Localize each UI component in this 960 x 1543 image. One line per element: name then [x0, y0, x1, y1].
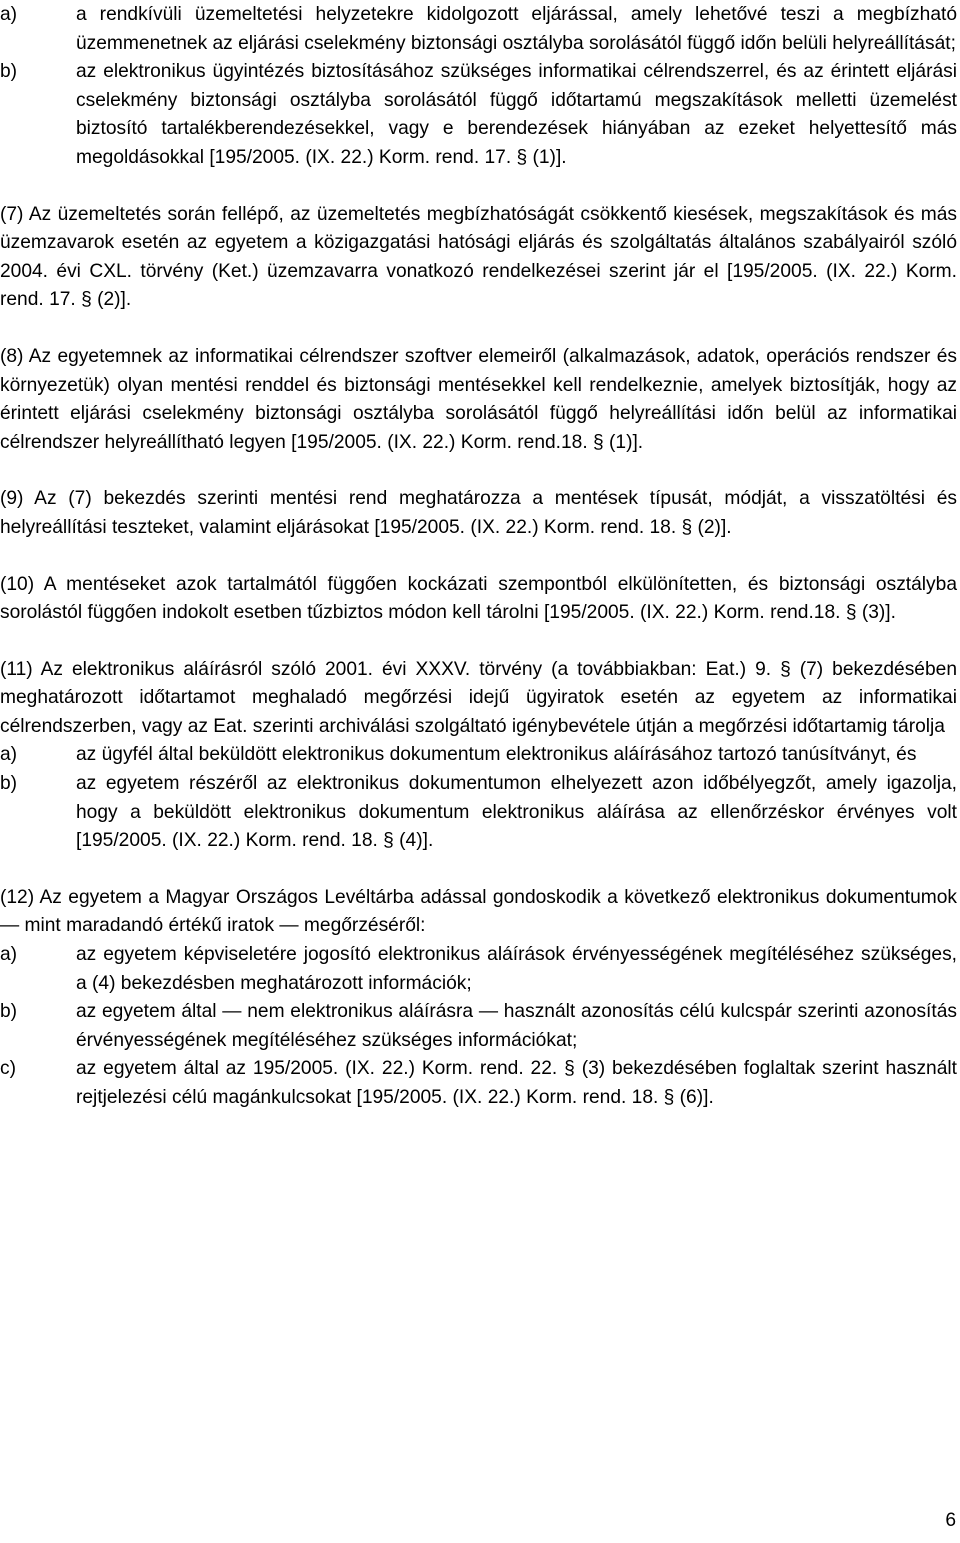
list-item-b-top — [0, 58, 957, 172]
paragraph-10: (10) A mentéseket azok tartalmától függően kockázati szempontból elkülönítetten, és biztonsági osztályba sorolástól függően indokolt esetben tűzbiztos módon kell tárolni [195/2005. (IX. 22.) Korm. rend.18. § (3)]. — [0, 573, 957, 624]
list-item-a-top — [0, 1, 957, 58]
list-item-text: az egyetem részéről az elektronikus dokumentumon elhelyezett azon időbélyegzőt, amely igazolja, hogy a beküldött elektronikus dokumentum elektronikus aláírása az ellenőrzéskor érvényes volt [195/2005. (IX. 22.) Korm. rend. 18. § (4)]. — [76, 773, 957, 852]
list-item-text: az egyetem által — nem elektronikus aláírásra — használt azonosítás célú kulcspár szerinti azonosítás érvényességének megítéléséhez szükséges információkat; — [76, 1001, 957, 1051]
document-body — [0, 1, 957, 1113]
list-item-text: az elektronikus ügyintézés biztosításához szükséges informatikai célrendszerrel, és az érintett eljárási cselekmény biztonsági osztályba sorolásától függő időtartamú megszakítások melletti üzemelést biztosító tartalékberendezésekkel, vagy e berendezések hiányában az ezeket helyettesítő más megoldásokkal [195/2005. (IX. 22.) Korm. rend. 17. § (1)]. — [76, 61, 957, 168]
list-marker: a) — [0, 4, 18, 25]
list-item-text: az egyetem képviseletére jogosító elektronikus aláírások érvényességének megítéléséhez szükséges, a (4) bekezdésben meghatározott információk; — [76, 944, 957, 994]
list-item-11-a — [0, 741, 957, 770]
list-item-text: az egyetem által az 195/2005. (IX. 22.) Korm. rend. 22. § (3) bekezdésében foglaltak szerint használt rejtjelezési célú magánkulcsokat [195/2005. (IX. 22.) Korm. rend. 18. § (6)]. — [76, 1058, 957, 1108]
paragraph-7: (7) Az üzemeltetés során fellépő, az üzemeltetés megbízhatóságát csökkentő kiesések, megszakítások és más üzemzavarok esetén az egyetem a közigazgatási hatósági eljárás és szolgáltatás általános szabályairól szóló 2004. évi CXL. törvény (Ket.) üzemzavarra vonatkozó rendelkezései szerint jár el [195/2005. (IX. 22.) Korm. rend. 17. § (2)]. — [0, 203, 957, 311]
list-marker: a) — [0, 744, 18, 766]
paragraph-8: (8) Az egyetemnek az informatikai célrendszer szoftver elemeiről (alkalmazások, adatok, operációs rendszer és környezetük) olyan mentési renddel és biztonsági mentésekkel kell rendelkeznie, amelyek biztosítják, hogy az érintett eljárási cselekmény biztonsági osztályba sorolásától függő helyreállítási időn belül az informatikai célrendszer helyreállítható legyen [195/2005. (IX. 22.) Korm. rend.18. § (1)]. — [0, 345, 957, 453]
paragraph-9: (9) Az (7) bekezdés szerinti mentési rend meghatározza a mentések típusát, módját, a visszatöltési és helyreállítási teszteket, valamint eljárásokat [195/2005. (IX. 22.) Korm. rend. 18. § (2)]. — [0, 488, 957, 538]
list-item-11-b — [0, 770, 957, 856]
list-item-12-a — [0, 941, 957, 998]
page-number: 6 — [945, 1510, 956, 1531]
list-item-12-c — [0, 1055, 957, 1112]
list-item-text: az ügyfél által beküldött elektronikus dokumentum elektronikus aláírásához tartozó tanúsítványt, és — [76, 744, 917, 766]
paragraph-12: (12) Az egyetem a Magyar Országos Levéltárba adással gondoskodik a következő elektronikus dokumentumok — mint maradandó értékű iratok — megőrzéséről: — [0, 886, 957, 937]
list-marker: c) — [0, 1058, 16, 1080]
list-marker: b) — [0, 1001, 18, 1023]
list-item-text: a rendkívüli üzemeltetési helyzetekre kidolgozott eljárással, amely lehetővé teszi a megbízható üzemmenetnek az eljárási cselekmény biztonsági osztályba sorolásától függő időn belüli helyreállítását; — [76, 4, 957, 54]
list-item-12-b — [0, 998, 957, 1055]
list-marker: b) — [0, 61, 18, 83]
paragraph-11: (11) Az elektronikus aláírásról szóló 2001. évi XXXV. törvény (a továbbiakban: Eat.) 9. § (7) bekezdésében meghatározott időtartamot meghaladó megőrzési idejű ügyiratok esetén az egyetem az informatikai célrendszerben, vagy az Eat. szerinti archiválási szolgáltató igénybevétele útján a megőrzési időtartamig tárolja — [0, 658, 957, 737]
list-marker: b) — [0, 773, 18, 795]
list-marker: a) — [0, 944, 18, 966]
